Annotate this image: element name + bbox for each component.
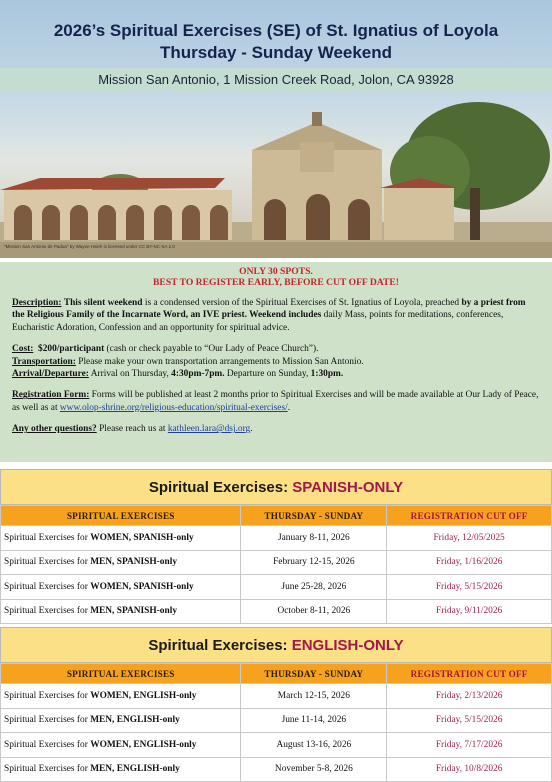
description-text-2: daily Mass, points for meditations, conferences, Eucharistic Adoration, Confession and an opportunity for spiritual advice. <box>12 310 504 333</box>
cutoff-date: Friday, 7/17/2026 <box>387 733 552 758</box>
arrival-time: 4:30pm-7pm. <box>171 369 225 380</box>
exercise-prefix: Spiritual Exercises for <box>4 690 91 701</box>
title-line-1: 2026’s Spiritual Exercises (SE) of St. Ignatius of Loyola <box>53 21 499 40</box>
description-text-1: is a condensed version of the Spiritual Exercises of St. Ignatius of Loyola, preached <box>142 298 462 308</box>
table-row <box>1 599 552 624</box>
exercise-name <box>1 708 241 733</box>
description-bold-1: This silent weekend <box>63 298 143 308</box>
registration-label: Registration Form: <box>12 390 90 401</box>
exercise-name <box>1 733 241 758</box>
exercise-group: MEN, ENGLISH-only <box>90 764 180 775</box>
cutoff-date: Friday, 5/15/2026 <box>387 708 552 733</box>
table-row <box>1 550 552 575</box>
transportation-text: Please make your own transportation arrangements to Mission San Antonio. <box>75 356 364 367</box>
exercise-prefix: Spiritual Exercises for <box>4 715 91 726</box>
cost-line <box>12 343 540 355</box>
table-row <box>1 526 552 551</box>
info-box <box>0 262 552 462</box>
exercise-prefix: Spiritual Exercises for <box>4 606 91 617</box>
exercise-prefix: Spiritual Exercises for <box>4 739 91 750</box>
exercise-group: MEN, ENGLISH-only <box>90 715 180 726</box>
exercise-prefix: Spiritual Exercises for <box>4 764 91 775</box>
exercise-dates: January 8-11, 2026 <box>241 526 387 551</box>
exercise-dates: June 25-28, 2026 <box>241 575 387 600</box>
cutoff-date: Friday, 5/15/2026 <box>387 575 552 600</box>
table-row <box>1 575 552 600</box>
header-exercises: SPIRITUAL EXERCISES <box>1 664 241 684</box>
spanish-title-accent: SPANISH-ONLY <box>292 479 404 496</box>
exercise-dates: October 8-11, 2026 <box>241 599 387 624</box>
table-row <box>1 684 552 709</box>
header-exercises: SPIRITUAL EXERCISES <box>1 506 241 526</box>
exercise-group: MEN, SPANISH-only <box>90 606 178 617</box>
photo-credit: "Mission San Antonio de Padua" by Wayne Hsieh is licensed under CC BY-NC-SA 2.0 <box>4 244 175 249</box>
spanish-title-prefix: Spiritual Exercises: <box>148 479 293 496</box>
header-banner <box>0 0 552 258</box>
registration-link[interactable]: www.olop-shrine.org/religious-education/spiritual-exercises/ <box>59 402 288 413</box>
departure-time: 1:30pm. <box>310 369 344 380</box>
exercise-name <box>1 526 241 551</box>
exercise-prefix: Spiritual Exercises for <box>4 532 91 543</box>
description-paragraph <box>12 297 540 334</box>
english-title-prefix: Spiritual Exercises: <box>148 637 292 654</box>
register-early-notice: BEST TO REGISTER EARLY, BEFORE CUT OFF DATE! <box>153 277 399 288</box>
cost-amount: $200/participant <box>38 344 105 355</box>
exercise-group: MEN, SPANISH-only <box>90 557 178 568</box>
header-dates: THURSDAY - SUNDAY <box>241 664 387 684</box>
contact-email-link[interactable]: kathleen.lara@dsj.org <box>167 424 251 435</box>
header-dates: THURSDAY - SUNDAY <box>241 506 387 526</box>
description-label: Description: <box>12 298 62 308</box>
exercise-name <box>1 684 241 709</box>
exercise-prefix: Spiritual Exercises for <box>4 581 91 592</box>
exercise-group: WOMEN, SPANISH-only <box>90 532 194 543</box>
cutoff-date: Friday, 2/13/2026 <box>387 684 552 709</box>
description-bold-2: by a priest from the Religious Family of the Incarnate Word, an IVE priest. Weekend includes <box>12 298 526 321</box>
english-section-title <box>0 627 552 663</box>
table-row <box>1 708 552 733</box>
cost-label: Cost: <box>12 344 34 355</box>
exercise-group: WOMEN, ENGLISH-only <box>90 739 197 750</box>
arrival-text-2: Departure on Sunday, <box>224 369 311 380</box>
exercise-dates: November 5-8, 2026 <box>241 757 387 782</box>
header-cutoff: REGISTRATION CUT OFF <box>387 506 552 526</box>
spanish-schedule-table <box>0 505 552 624</box>
exercise-group: WOMEN, ENGLISH-only <box>90 690 197 701</box>
address-band: Mission San Antonio, 1 Mission Creek Road, Jolon, CA 93928 <box>0 68 552 92</box>
title-line-2: Thursday - Sunday Weekend <box>159 43 393 62</box>
cost-text: (cash or check payable to “Our Lady of Peace Church”). <box>104 344 319 355</box>
cutoff-date: Friday, 12/05/2025 <box>387 526 552 551</box>
questions-text: Please reach us at <box>96 424 168 435</box>
spots-notice: ONLY 30 SPOTS. <box>239 266 313 277</box>
transportation-line <box>12 356 540 368</box>
registration-paragraph <box>12 389 540 414</box>
cutoff-date: Friday, 10/8/2026 <box>387 757 552 782</box>
arrival-text-1: Arrival on Thursday, <box>88 369 172 380</box>
table-row <box>1 733 552 758</box>
english-schedule-table <box>0 663 552 782</box>
transportation-label: Transportation: <box>12 356 76 367</box>
exercise-name <box>1 550 241 575</box>
questions-label: Any other questions? <box>12 424 97 435</box>
questions-end: . <box>250 424 253 435</box>
questions-line <box>12 423 540 435</box>
english-title-accent: ENGLISH-ONLY <box>291 637 404 654</box>
exercise-name <box>1 599 241 624</box>
spanish-section-title <box>0 469 552 505</box>
table-row <box>1 757 552 782</box>
table-header-row <box>1 506 552 526</box>
arrival-line <box>12 368 540 380</box>
exercise-dates: February 12-15, 2026 <box>241 550 387 575</box>
exercise-dates: March 12-15, 2026 <box>241 684 387 709</box>
registration-text: Forms will be published at least 2 months prior to Spiritual Exercises and will be made available at Our Lady of Peace, as well as at <box>12 390 539 413</box>
arrival-label: Arrival/Departure: <box>12 369 89 380</box>
exercise-name <box>1 575 241 600</box>
exercise-group: WOMEN, SPANISH-only <box>90 581 194 592</box>
mission-photo <box>0 92 552 258</box>
registration-end: . <box>287 402 291 413</box>
table-header-row <box>1 664 552 684</box>
exercise-name <box>1 757 241 782</box>
exercise-dates: June 11-14, 2026 <box>241 708 387 733</box>
header-cutoff: REGISTRATION CUT OFF <box>387 664 552 684</box>
exercise-prefix: Spiritual Exercises for <box>4 557 91 568</box>
exercise-dates: August 13-16, 2026 <box>241 733 387 758</box>
cutoff-date: Friday, 9/11/2026 <box>387 599 552 624</box>
cutoff-date: Friday, 1/16/2026 <box>387 550 552 575</box>
